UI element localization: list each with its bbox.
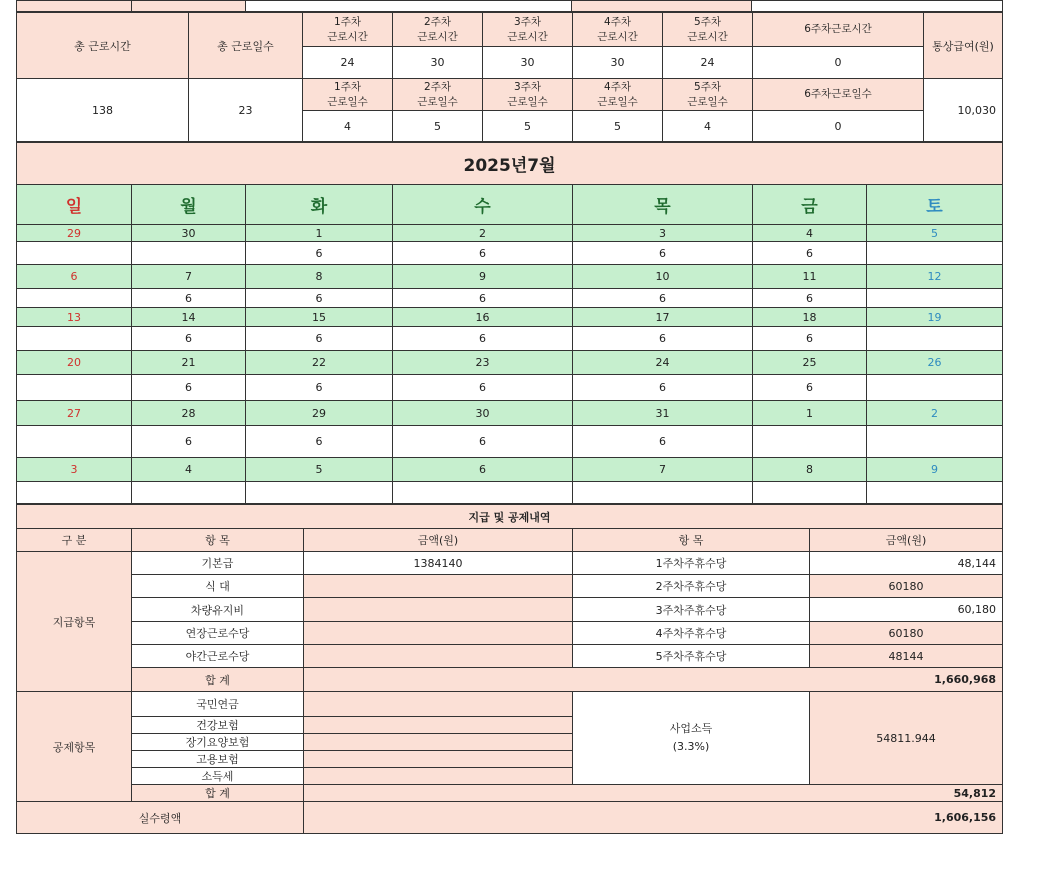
col-item-header: 항 목 [132,529,304,552]
calendar-work-hours [573,482,753,504]
calendar-work-hours [867,242,1003,265]
weekday-sunday: 일 [17,185,132,225]
calendar-date: 14 [132,308,246,327]
weekly-holiday-allowance-amount: 60180 [810,622,1003,645]
calendar-work-hours [867,289,1003,308]
deduction-total-amount: 54,812 [304,785,1003,802]
calendar-work-hours [867,375,1003,401]
week4-hours: 30 [573,47,663,79]
weekday-wednesday: 수 [393,185,573,225]
payment-item-label: 연장근로수당 [132,622,304,645]
calendar-work-hours: 6 [393,242,573,265]
payment-item-amount [304,575,573,598]
payment-item-amount: 1384140 [304,552,573,575]
calendar-work-hours [753,482,867,504]
week3-days-label: 3주차 근로일수 [483,79,573,111]
calendar-work-hours [393,482,573,504]
calendar-work-hours [17,242,132,265]
week5-days-label: 5주차 근로일수 [663,79,753,111]
total-days-value: 23 [189,79,303,142]
calendar-work-hours: 6 [132,426,246,458]
week4-days: 5 [573,111,663,142]
calendar-date: 8 [753,458,867,482]
calendar-date: 16 [393,308,573,327]
calendar-work-hours: 6 [393,327,573,351]
calendar-date: 30 [393,401,573,426]
calendar-work-hours [17,289,132,308]
calendar-work-hours [867,482,1003,504]
calendar-date: 13 [17,308,132,327]
calendar-date: 31 [573,401,753,426]
week2-days-label: 2주차 근로일수 [393,79,483,111]
calendar-date: 5 [867,225,1003,242]
calendar-body [17,225,1003,504]
calendar-work-hours: 6 [573,242,753,265]
calendar-date: 20 [17,351,132,375]
calendar-work-hours [867,327,1003,351]
hourly-wage-label: 통상급여(원) [924,13,1003,79]
calendar-date: 28 [132,401,246,426]
weekly-holiday-allowance-amount: 48,144 [810,552,1003,575]
calendar-date-row [17,265,1003,289]
calendar-work-hours: 6 [753,327,867,351]
work-summary-table [16,12,1003,142]
calendar-date-row [17,308,1003,327]
deduction-item-amount [304,717,573,734]
calendar-hours-row [17,482,1003,504]
calendar-date-row [17,401,1003,426]
week6-hours: 0 [753,47,924,79]
total-days-label: 총 근로일수 [189,13,303,79]
calendar-work-hours [246,482,393,504]
col-category-header: 구 분 [17,529,132,552]
calendar-work-hours: 6 [393,426,573,458]
calendar-date: 15 [246,308,393,327]
deduction-item-label: 건강보험 [132,717,304,734]
calendar-work-hours: 6 [573,426,753,458]
deduction-item-amount [304,751,573,768]
calendar-date: 18 [753,308,867,327]
calendar-date: 29 [246,401,393,426]
payment-item-amount [304,645,573,668]
week2-hours-label: 2주차 근로시간 [393,13,483,47]
calendar-title: 2025년7월 [17,143,1003,185]
deduction-item-amount [304,734,573,751]
weekly-holiday-allowance-label: 4주차주휴수당 [573,622,810,645]
calendar-work-hours [867,426,1003,458]
week2-days: 5 [393,111,483,142]
calendar-work-hours: 6 [246,375,393,401]
net-pay-amount: 1,606,156 [304,802,1003,834]
calendar-work-hours: 6 [753,242,867,265]
week3-hours: 30 [483,47,573,79]
col-item2-header: 항 목 [573,529,810,552]
calendar-work-hours [17,482,132,504]
payment-category-label: 지급항목 [17,552,132,692]
calendar-date: 29 [17,225,132,242]
calendar-date: 9 [393,265,573,289]
calendar-date: 4 [132,458,246,482]
calendar-hours-row [17,242,1003,265]
calendar-work-hours [753,426,867,458]
weekly-holiday-allowance-amount: 60180 [810,575,1003,598]
payment-item-label: 차량유지비 [132,598,304,622]
calendar-hours-row [17,375,1003,401]
calendar-date: 1 [246,225,393,242]
calendar-date: 9 [867,458,1003,482]
calendar-work-hours: 6 [132,375,246,401]
business-income-rate: (3.3%) [672,740,710,753]
calendar-work-hours [17,426,132,458]
calendar-date: 27 [17,401,132,426]
calendar-date: 3 [17,458,132,482]
week3-days: 5 [483,111,573,142]
deduction-item-amount [304,692,573,717]
hourly-wage-value: 10,030 [924,79,1003,142]
week6-days: 0 [753,111,924,142]
calendar-date-row [17,351,1003,375]
deduction-item-amount [304,768,573,785]
payroll-sheet [16,0,1002,834]
weekday-friday: 금 [753,185,867,225]
calendar-date: 2 [393,225,573,242]
calendar-work-hours: 6 [393,375,573,401]
calendar-date: 4 [753,225,867,242]
week1-days-label: 1주차 근로일수 [303,79,393,111]
weekday-monday: 월 [132,185,246,225]
week6-days-label: 6주차근로일수 [753,79,924,111]
payment-total-label: 합 계 [132,668,304,692]
calendar-work-hours: 6 [246,242,393,265]
calendar-date-row [17,225,1003,242]
deduction-category-label: 공제항목 [17,692,132,802]
calendar-work-hours: 6 [573,327,753,351]
calendar-date: 23 [393,351,573,375]
calendar-work-hours: 6 [132,327,246,351]
calendar-date: 17 [573,308,753,327]
calendar-date: 8 [246,265,393,289]
calendar-work-hours: 6 [753,289,867,308]
weekly-holiday-allowance-label: 5주차주휴수당 [573,645,810,668]
calendar-date: 10 [573,265,753,289]
pay-deduction-table [16,504,1003,834]
total-hours-label: 총 근로시간 [17,13,189,79]
week1-hours: 24 [303,47,393,79]
payment-item-label: 기본급 [132,552,304,575]
calendar-date: 3 [573,225,753,242]
calendar-date: 12 [867,265,1003,289]
calendar-date: 24 [573,351,753,375]
net-pay-label: 실수령액 [17,802,304,834]
calendar-hours-row [17,426,1003,458]
calendar-work-hours: 6 [573,375,753,401]
calendar-work-hours: 6 [246,327,393,351]
weekly-holiday-allowance-amount: 60,180 [810,598,1003,622]
weekday-thursday: 목 [573,185,753,225]
weekly-holiday-allowance-label: 2주차주휴수당 [573,575,810,598]
calendar-work-hours: 6 [393,289,573,308]
calendar-date: 6 [393,458,573,482]
deduction-item-label: 고용보험 [132,751,304,768]
weekly-holiday-allowance-label: 3주차주휴수당 [573,598,810,622]
calendar-date: 7 [132,265,246,289]
calendar-work-hours: 6 [753,375,867,401]
calendar-work-hours: 6 [573,289,753,308]
calendar-date: 11 [753,265,867,289]
calendar-date: 19 [867,308,1003,327]
business-income-label: 사업소득 [669,722,713,735]
payment-item-amount [304,622,573,645]
calendar-date: 26 [867,351,1003,375]
week4-hours-label: 4주차 근로시간 [573,13,663,47]
calendar-date-row [17,458,1003,482]
weekly-holiday-allowance-amount: 48144 [810,645,1003,668]
calendar-date: 21 [132,351,246,375]
week1-days: 4 [303,111,393,142]
calendar-work-hours [132,482,246,504]
calendar-hours-row [17,289,1003,308]
payment-total-amount: 1,660,968 [304,668,1003,692]
week5-hours-label: 5주차 근로시간 [663,13,753,47]
total-hours-value: 138 [17,79,189,142]
calendar-date: 7 [573,458,753,482]
col-amount2-header: 금액(원) [810,529,1003,552]
week5-days: 4 [663,111,753,142]
deduction-item-label: 소득세 [132,768,304,785]
deduction-total-label: 합 계 [132,785,304,802]
weekday-saturday: 토 [867,185,1003,225]
calendar-date: 6 [17,265,132,289]
calendar-date: 25 [753,351,867,375]
calendar-date: 1 [753,401,867,426]
weekly-holiday-allowance-label: 1주차주휴수당 [573,552,810,575]
calendar-work-hours: 6 [132,289,246,308]
payment-item-label: 식 대 [132,575,304,598]
calendar-date: 2 [867,401,1003,426]
calendar-hours-row [17,327,1003,351]
week1-hours-label: 1주차 근로시간 [303,13,393,47]
deduction-item-label: 장기요양보험 [132,734,304,751]
calendar-work-hours: 6 [246,289,393,308]
week3-hours-label: 3주차 근로시간 [483,13,573,47]
calendar-table [16,142,1003,504]
calendar-date: 30 [132,225,246,242]
calendar-date: 22 [246,351,393,375]
week5-hours: 24 [663,47,753,79]
calendar-work-hours [17,327,132,351]
deduction-item-label: 국민연금 [132,692,304,717]
calendar-date: 5 [246,458,393,482]
payment-item-amount [304,598,573,622]
calendar-work-hours [132,242,246,265]
business-income-amount: 54811.944 [810,692,1003,785]
calendar-work-hours: 6 [246,426,393,458]
payment-item-label: 야간근로수당 [132,645,304,668]
col-amount-header: 금액(원) [304,529,573,552]
cropped-top-row [16,0,1003,12]
calendar-work-hours [17,375,132,401]
pay-section-title: 지급 및 공제내역 [17,505,1003,529]
weekday-tuesday: 화 [246,185,393,225]
week2-hours: 30 [393,47,483,79]
week4-days-label: 4주차 근로일수 [573,79,663,111]
business-income-cell [573,692,810,785]
week6-hours-label: 6주차근로시간 [753,13,924,47]
